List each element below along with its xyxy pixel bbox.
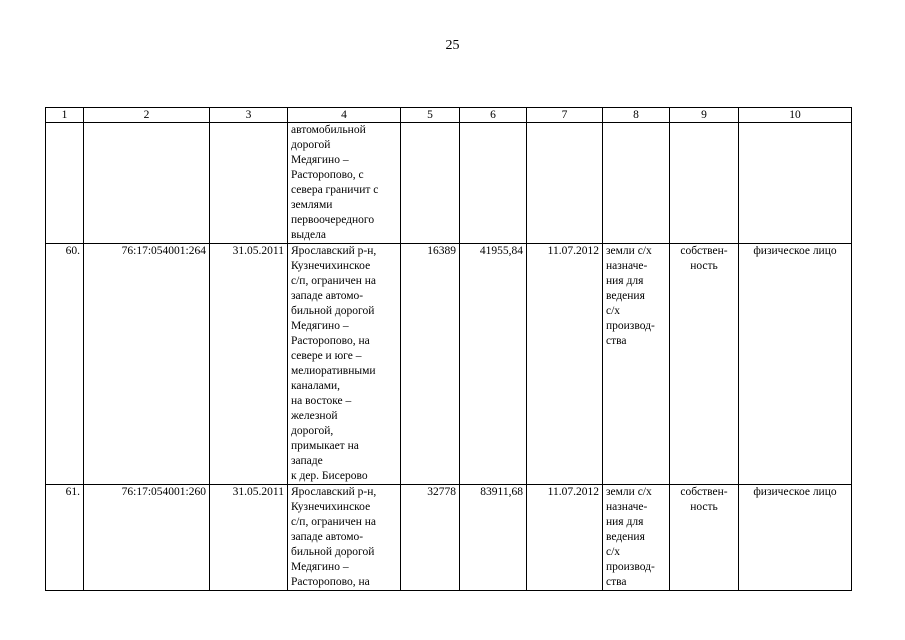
value-cell bbox=[460, 123, 527, 244]
row-number-cell: 61. bbox=[46, 485, 84, 591]
right-type-cell bbox=[670, 123, 739, 244]
land-category-cell: земли с/х назначе- ния для ведения с/х производ- ства bbox=[603, 244, 670, 485]
cadastral-number-cell bbox=[84, 123, 210, 244]
record-date-cell bbox=[527, 123, 603, 244]
land-category-cell bbox=[603, 123, 670, 244]
row-number-cell bbox=[46, 123, 84, 244]
land-category-cell: земли с/х назначе- ния для ведения с/х производ- ства bbox=[603, 485, 670, 591]
right-type-cell: собствен- ность bbox=[670, 244, 739, 485]
value-cell: 83911,68 bbox=[460, 485, 527, 591]
registration-date-cell bbox=[210, 123, 288, 244]
column-header: 6 bbox=[460, 108, 527, 123]
table-row bbox=[46, 485, 852, 591]
registration-date-cell: 31.05.2011 bbox=[210, 485, 288, 591]
column-header: 3 bbox=[210, 108, 288, 123]
right-type-cell: собствен- ность bbox=[670, 485, 739, 591]
owner-cell: физическое лицо bbox=[739, 244, 852, 485]
column-header: 10 bbox=[739, 108, 852, 123]
column-header: 9 bbox=[670, 108, 739, 123]
record-date-cell: 11.07.2012 bbox=[527, 485, 603, 591]
value-cell: 41955,84 bbox=[460, 244, 527, 485]
owner-cell: физическое лицо bbox=[739, 485, 852, 591]
area-cell bbox=[401, 123, 460, 244]
row-number-cell: 60. bbox=[46, 244, 84, 485]
location-cell: Ярославский р-н, Кузнечихинское с/п, ограничен на западе автомо- бильной дорогой Медягино – Расторопово, на bbox=[288, 485, 401, 591]
column-header: 5 bbox=[401, 108, 460, 123]
page-number: 25 bbox=[445, 38, 460, 53]
location-cell: автомобильной дорогой Медягино – Расторопово, с севера граничит с землями первоочередного выдела bbox=[288, 123, 401, 244]
record-date-cell: 11.07.2012 bbox=[527, 244, 603, 485]
table-row bbox=[46, 244, 852, 485]
registration-date-cell: 31.05.2011 bbox=[210, 244, 288, 485]
cadastral-number-cell: 76:17:054001:260 bbox=[84, 485, 210, 591]
cadastral-number-cell: 76:17:054001:264 bbox=[84, 244, 210, 485]
table-row bbox=[46, 123, 852, 244]
area-cell: 16389 bbox=[401, 244, 460, 485]
column-header: 1 bbox=[46, 108, 84, 123]
table-header-row bbox=[46, 108, 852, 123]
column-header: 8 bbox=[603, 108, 670, 123]
column-header: 4 bbox=[288, 108, 401, 123]
area-cell: 32778 bbox=[401, 485, 460, 591]
column-header: 2 bbox=[84, 108, 210, 123]
location-cell: Ярославский р-н, Кузнечихинское с/п, ограничен на западе автомо- бильной дорогой Медягино – Расторопово, на севере и юге – мелиоративными каналами, на востоке – железной дорогой, примыкает на западе к дер. Бисерово bbox=[288, 244, 401, 485]
owner-cell bbox=[739, 123, 852, 244]
land-registry-table bbox=[45, 107, 852, 591]
column-header: 7 bbox=[527, 108, 603, 123]
